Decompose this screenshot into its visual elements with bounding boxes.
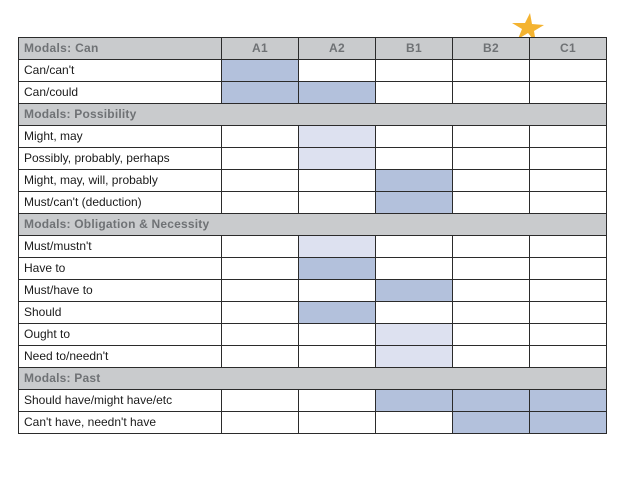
row-label: Possibly, probably, perhaps xyxy=(19,148,222,170)
level-cell-a1 xyxy=(222,324,299,346)
level-header-b1: B1 xyxy=(376,38,453,60)
level-cell-b2 xyxy=(453,390,530,412)
level-header-a2: A2 xyxy=(299,38,376,60)
level-header-c1: C1 xyxy=(530,38,607,60)
level-cell-b2 xyxy=(453,280,530,302)
level-cell-c1 xyxy=(530,390,607,412)
level-cell-c1 xyxy=(530,324,607,346)
level-cell-a1 xyxy=(222,280,299,302)
level-cell-a2 xyxy=(299,82,376,104)
level-cell-a1 xyxy=(222,236,299,258)
row-label: Must/can't (deduction) xyxy=(19,192,222,214)
level-cell-b2 xyxy=(453,258,530,280)
section-header-row xyxy=(19,368,607,390)
table-row xyxy=(19,280,607,302)
level-cell-c1 xyxy=(530,126,607,148)
level-cell-a1 xyxy=(222,82,299,104)
level-cell-a1 xyxy=(222,192,299,214)
level-cell-c1 xyxy=(530,82,607,104)
level-cell-a1 xyxy=(222,412,299,434)
level-cell-b1 xyxy=(376,126,453,148)
row-label: Must/mustn't xyxy=(19,236,222,258)
modals-level-table xyxy=(18,37,607,434)
level-cell-b2 xyxy=(453,82,530,104)
level-cell-b1 xyxy=(376,236,453,258)
row-label: Might, may xyxy=(19,126,222,148)
table-row xyxy=(19,390,607,412)
level-cell-b1 xyxy=(376,82,453,104)
level-cell-a2 xyxy=(299,302,376,324)
table-row xyxy=(19,60,607,82)
table-row xyxy=(19,258,607,280)
level-cell-b2 xyxy=(453,148,530,170)
table-row xyxy=(19,346,607,368)
level-cell-c1 xyxy=(530,412,607,434)
table-header-row xyxy=(19,38,607,60)
level-cell-b1 xyxy=(376,302,453,324)
level-cell-b2 xyxy=(453,302,530,324)
level-cell-a2 xyxy=(299,258,376,280)
section-title: Modals: Can xyxy=(19,38,222,60)
level-cell-c1 xyxy=(530,236,607,258)
level-cell-b1 xyxy=(376,170,453,192)
row-label: Should have/might have/etc xyxy=(19,390,222,412)
row-label: Can/could xyxy=(19,82,222,104)
level-header-a1: A1 xyxy=(222,38,299,60)
row-label: Have to xyxy=(19,258,222,280)
section-title: Modals: Obligation & Necessity xyxy=(19,214,607,236)
level-cell-b1 xyxy=(376,192,453,214)
level-cell-a2 xyxy=(299,346,376,368)
level-cell-a2 xyxy=(299,126,376,148)
row-label: Must/have to xyxy=(19,280,222,302)
level-cell-b2 xyxy=(453,126,530,148)
table-row xyxy=(19,126,607,148)
level-cell-b1 xyxy=(376,258,453,280)
level-cell-a1 xyxy=(222,148,299,170)
level-cell-c1 xyxy=(530,170,607,192)
level-cell-b2 xyxy=(453,346,530,368)
level-cell-b2 xyxy=(453,192,530,214)
section-header-row xyxy=(19,214,607,236)
level-cell-b2 xyxy=(453,60,530,82)
level-cell-a1 xyxy=(222,302,299,324)
level-cell-a1 xyxy=(222,390,299,412)
row-label: Can/can't xyxy=(19,60,222,82)
row-label: Ought to xyxy=(19,324,222,346)
level-cell-a1 xyxy=(222,60,299,82)
level-cell-c1 xyxy=(530,346,607,368)
level-cell-a2 xyxy=(299,170,376,192)
section-title: Modals: Possibility xyxy=(19,104,607,126)
level-cell-a2 xyxy=(299,390,376,412)
level-cell-a1 xyxy=(222,126,299,148)
level-cell-b1 xyxy=(376,148,453,170)
row-label: Need to/needn't xyxy=(19,346,222,368)
level-cell-b2 xyxy=(453,324,530,346)
row-label: Might, may, will, probably xyxy=(19,170,222,192)
level-cell-b1 xyxy=(376,346,453,368)
level-cell-a2 xyxy=(299,192,376,214)
level-header-b2: B2 xyxy=(453,38,530,60)
level-cell-b2 xyxy=(453,170,530,192)
row-label: Can't have, needn't have xyxy=(19,412,222,434)
level-cell-a1 xyxy=(222,170,299,192)
table-row xyxy=(19,82,607,104)
level-cell-c1 xyxy=(530,192,607,214)
level-cell-a2 xyxy=(299,412,376,434)
level-cell-b2 xyxy=(453,236,530,258)
level-cell-a2 xyxy=(299,280,376,302)
table-row xyxy=(19,236,607,258)
table-row xyxy=(19,192,607,214)
level-cell-a2 xyxy=(299,324,376,346)
level-cell-a1 xyxy=(222,258,299,280)
level-cell-c1 xyxy=(530,258,607,280)
level-cell-b1 xyxy=(376,324,453,346)
level-cell-a1 xyxy=(222,346,299,368)
level-cell-b1 xyxy=(376,60,453,82)
level-cell-b2 xyxy=(453,412,530,434)
table-row xyxy=(19,148,607,170)
level-cell-c1 xyxy=(530,280,607,302)
table-row xyxy=(19,412,607,434)
level-cell-c1 xyxy=(530,60,607,82)
section-header-row xyxy=(19,104,607,126)
level-cell-a2 xyxy=(299,148,376,170)
table-row xyxy=(19,170,607,192)
level-cell-b1 xyxy=(376,390,453,412)
section-title: Modals: Past xyxy=(19,368,607,390)
level-cell-b1 xyxy=(376,412,453,434)
table-row xyxy=(19,324,607,346)
table-row xyxy=(19,302,607,324)
level-cell-c1 xyxy=(530,302,607,324)
level-cell-a2 xyxy=(299,60,376,82)
row-label: Should xyxy=(19,302,222,324)
level-cell-b1 xyxy=(376,280,453,302)
level-cell-a2 xyxy=(299,236,376,258)
level-cell-c1 xyxy=(530,148,607,170)
